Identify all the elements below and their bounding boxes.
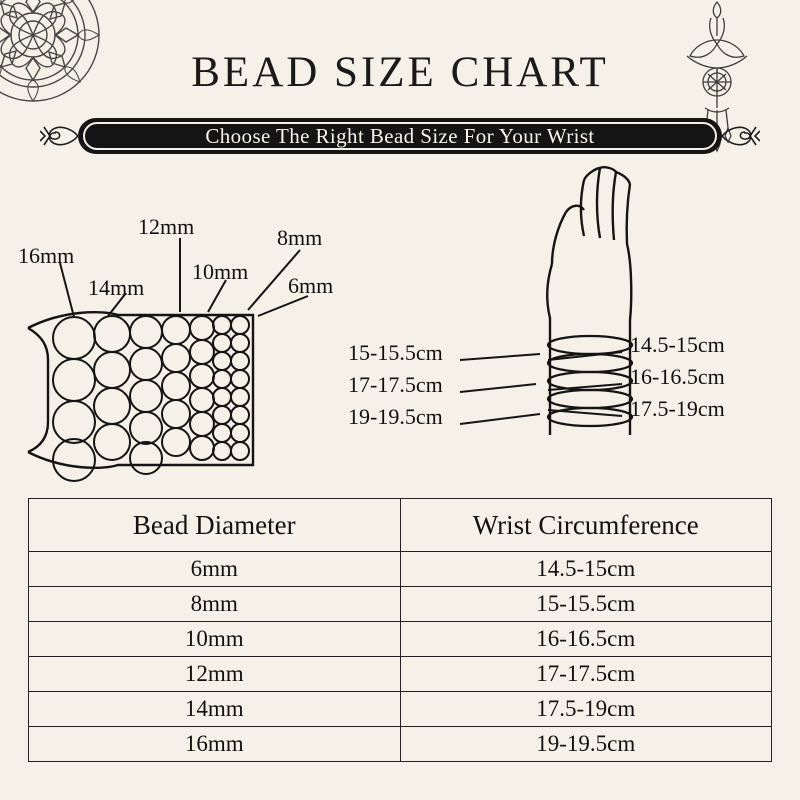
bead-label-12mm: 12mm: [138, 214, 195, 239]
cell-wrist-circumference: 19-19.5cm: [400, 727, 772, 762]
cell-bead-diameter: 16mm: [29, 727, 401, 762]
table-row: [29, 657, 772, 692]
wrist-label-right-3: 17.5-19cm: [630, 396, 725, 421]
cell-wrist-circumference: 16-16.5cm: [400, 622, 772, 657]
wrist-label-left-1: 15-15.5cm: [348, 340, 443, 365]
bead-label-6mm: 6mm: [288, 273, 334, 298]
flourish-left-icon: [40, 121, 80, 151]
cell-bead-diameter: 8mm: [29, 587, 401, 622]
cell-wrist-circumference: 17-17.5cm: [400, 657, 772, 692]
cell-bead-diameter: 14mm: [29, 692, 401, 727]
cell-wrist-circumference: 17.5-19cm: [400, 692, 772, 727]
table-row: [29, 587, 772, 622]
cell-bead-diameter: 6mm: [29, 552, 401, 587]
flourish-right-icon: [720, 121, 760, 151]
bead-label-10mm: 10mm: [192, 259, 249, 284]
table-header-row: [29, 499, 772, 552]
column-header-bead-diameter: Bead Diameter: [29, 499, 401, 552]
column-header-wrist-circumference: Wrist Circumference: [400, 499, 772, 552]
diagram-area: [0, 160, 800, 490]
table-row: [29, 727, 772, 762]
table-row: [29, 692, 772, 727]
wrist-label-right-2: 16-16.5cm: [630, 364, 725, 389]
wrist-label-connectors: [0, 160, 800, 490]
cell-bead-diameter: 12mm: [29, 657, 401, 692]
bead-size-table: [28, 498, 772, 762]
bead-label-8mm: 8mm: [277, 225, 323, 250]
cell-bead-diameter: 10mm: [29, 622, 401, 657]
table-row: [29, 622, 772, 657]
wrist-label-right-1: 14.5-15cm: [630, 332, 725, 357]
cell-wrist-circumference: 14.5-15cm: [400, 552, 772, 587]
cell-wrist-circumference: 15-15.5cm: [400, 587, 772, 622]
subtitle-text: Choose The Right Bead Size For Your Wrist: [205, 124, 595, 148]
table-row: [29, 552, 772, 587]
wrist-label-left-3: 19-19.5cm: [348, 404, 443, 429]
page-title: BEAD SIZE CHART: [191, 49, 609, 96]
subtitle-banner: [78, 118, 722, 154]
bead-label-16mm: 16mm: [18, 243, 75, 268]
bead-label-14mm: 14mm: [88, 275, 145, 300]
wrist-label-left-2: 17-17.5cm: [348, 372, 443, 397]
